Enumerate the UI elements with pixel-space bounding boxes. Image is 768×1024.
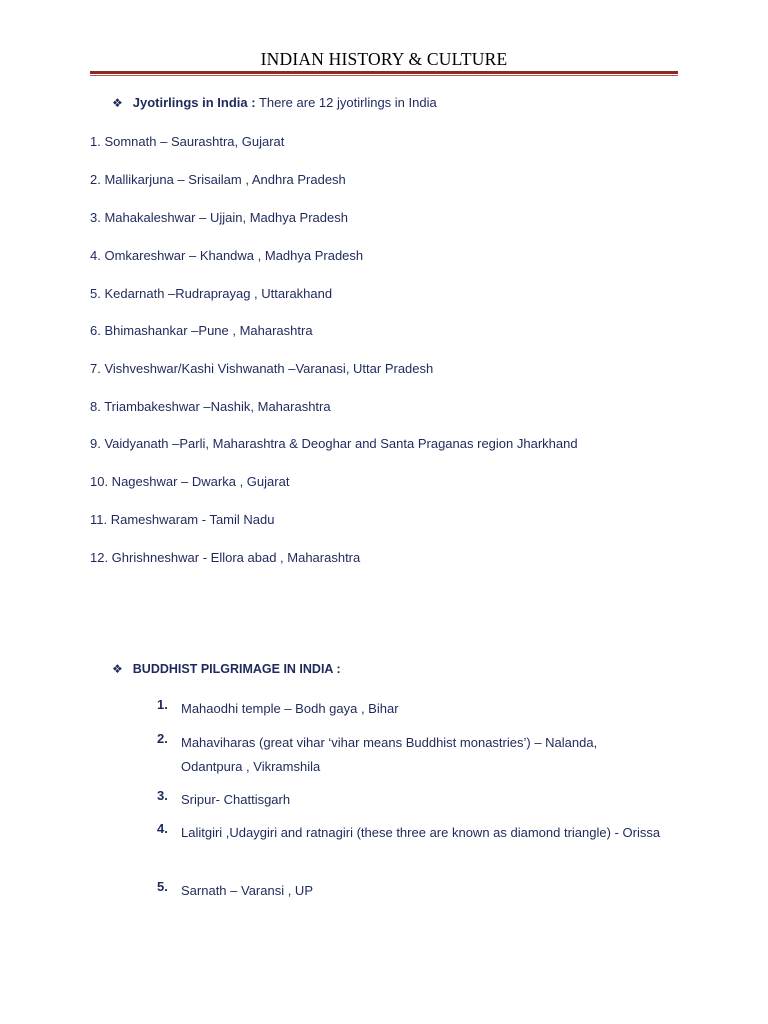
item-text: Sripur- Chattisgarh [181, 792, 291, 807]
item-text: Lalitgiri ,Udaygiri and ratnagiri (these three are known as diamond triangle) - Orissa [181, 825, 661, 840]
list-item: 2. Mallikarjuna – Srisailam , Andhra Pradesh [90, 172, 346, 187]
list-item: 6. Bhimashankar –Pune , Maharashtra [90, 323, 313, 338]
intro-text: There are 12 jyotirlings in India [255, 95, 437, 110]
list-item: 8. Triambakeshwar –Nashik, Maharashtra [90, 399, 331, 414]
item-number: 2. [157, 731, 168, 746]
list-item: 4. Omkareshwar – Khandwa , Madhya Pradesh [90, 248, 364, 263]
list-item: 3. Mahakaleshwar – Ujjain, Madhya Pradesh [90, 210, 348, 225]
jyotirlings-intro [112, 95, 437, 110]
list-item: 12. Ghrishneshwar - Ellora abad , Maharashtra [90, 550, 361, 565]
header-divider-thick [90, 71, 678, 74]
list-item: 10. Nageshwar – Dwarka , Gujarat [90, 474, 290, 489]
list-item: 7. Vishveshwar/Kashi Vishwanath –Varanasi, Uttar Pradesh [90, 361, 434, 376]
buddhist-heading-text: BUDDHIST PILGRIMAGE IN INDIA : [132, 662, 341, 676]
list-item: 11. Rameshwaram - Tamil Nadu [90, 512, 275, 527]
list-item: 5. Kedarnath –Rudraprayag , Uttarakhand [90, 286, 333, 301]
page-title: INDIAN HISTORY & CULTURE [260, 49, 508, 69]
diamond-bullet-icon: ❖ [112, 662, 123, 676]
item-number: 1. [157, 697, 168, 712]
item-number: 3. [157, 788, 168, 803]
item-number: 4. [157, 821, 168, 836]
header-divider-thin [90, 75, 678, 76]
buddhist-section-heading [112, 662, 341, 676]
item-text: Mahaviharas (great vihar ‘vihar means Buddhist monastries’) – Nalanda, Odantpura , Vikramshila [181, 735, 598, 774]
list-item: 9. Vaidyanath –Parli, Maharashtra & Deoghar and Santa Praganas region Jharkhand [90, 436, 578, 451]
intro-label: Jyotirlings in India : [132, 95, 256, 110]
diamond-bullet-icon: ❖ [112, 96, 123, 110]
header-divider [90, 71, 678, 77]
item-number: 5. [157, 879, 168, 894]
item-text: Mahaodhi temple – Bodh gaya , Bihar [181, 701, 399, 716]
item-text: Sarnath – Varansi , UP [181, 883, 313, 898]
list-item: 1. Somnath – Saurashtra, Gujarat [90, 134, 285, 149]
